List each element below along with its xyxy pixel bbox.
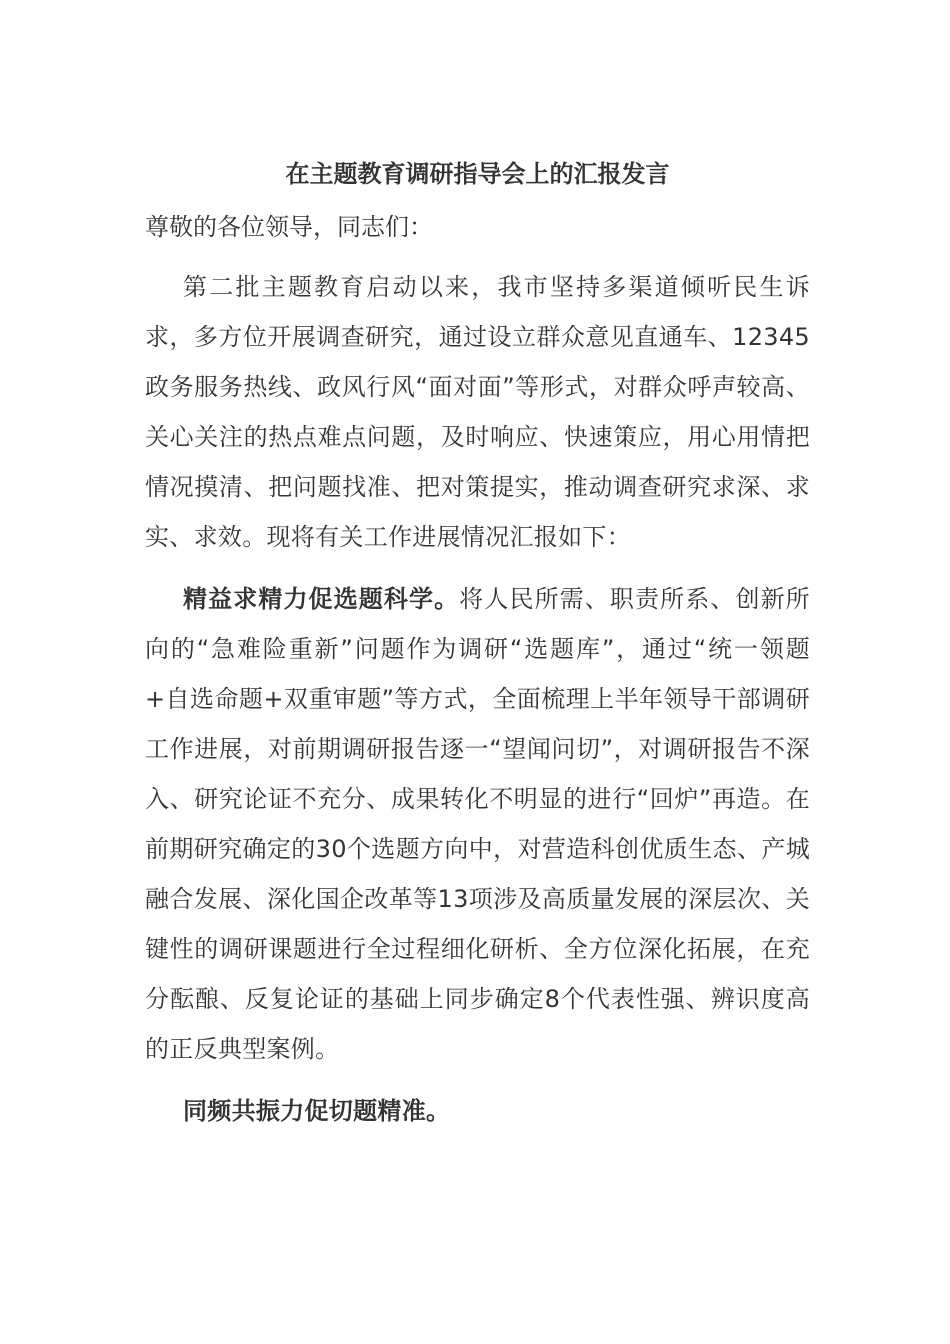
section-paragraph-2 bbox=[145, 1086, 810, 1136]
intro-paragraph: 第二批主题教育启动以来，我市坚持多渠道倾听民生诉求，多方位开展调查研究，通过设立群众意见直通车、12345政务服务热线、政风行风“面对面”等形式，对群众呼声较高、关心关注的热点难点问题，及时响应、快速策应，用心用情把情况摸清、把问题找准、把对策提实，推动调查研究求深、求实、求效。现将有关工作进展情况汇报如下： bbox=[145, 273, 810, 551]
salutation: 尊敬的各位领导，同志们： bbox=[145, 213, 433, 241]
section-body-1: 将人民所需、职责所系、创新所向的“急难险重新”问题作为调研“选题库”，通过“统一领题+自选命题+双重审题”等方式，全面梳理上半年领导干部调研工作进展，对前期调研报告逐一“望闻问切”，对调研报告不深入、研究论证不充分、成果转化不明显的进行“回炉”再造。在前期研究确定的30个选题方向中，对营造科创优质生态、产城融合发展、深化国企改革等13项涉及高质量发展的深层次、关键性的调研课题进行全过程细化研析、全方位深化拓展，在充分酝酿、反复论证的基础上同步确定8个代表性强、辨识度高的正反典型案例。 bbox=[145, 585, 810, 1063]
document-body bbox=[145, 152, 810, 1148]
document-title: 在主题教育调研指导会上的汇报发言 bbox=[285, 160, 670, 188]
section-paragraph-1 bbox=[145, 574, 810, 1074]
section-heading-2: 同频共振力促切题精准。 bbox=[183, 1097, 451, 1125]
section-heading-1: 精益求精力促选题科学。 bbox=[183, 585, 460, 613]
